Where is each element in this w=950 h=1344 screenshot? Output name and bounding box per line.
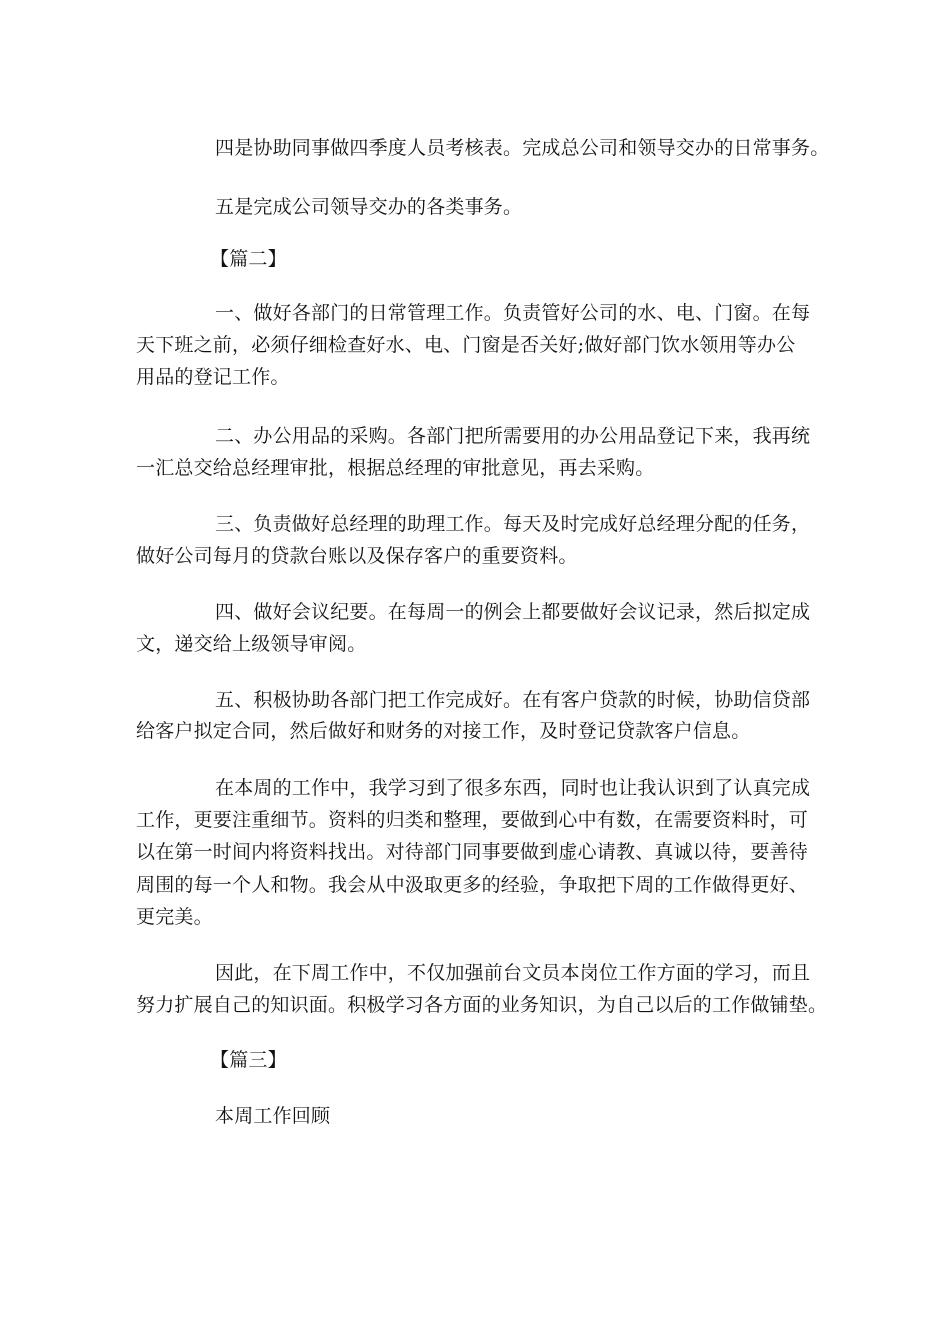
paragraph-line: 本周工作回顾 <box>215 1105 331 1127</box>
paragraph-line: 五是完成公司领导交办的各类事务。 <box>215 196 523 218</box>
paragraph-line: 二、办公用品的采购。各部门把所需要用的办公用品登记下来，我再统 <box>215 425 811 447</box>
paragraph-line: 天下班之前，必须仔细检查好水、电、门窗是否关好;做好部门饮水领用等办公 <box>136 334 796 356</box>
paragraph-line: 用品的登记工作。 <box>136 366 290 388</box>
paragraph-line: 努力扩展自己的知识面。积极学习各方面的业务知识，为自己以后的工作做铺垫。 <box>136 994 828 1016</box>
paragraph-line: 三、负责做好总经理的助理工作。每天及时完成好总经理分配的任务， <box>215 513 811 535</box>
paragraph-line: 在本周的工作中，我学习到了很多东西，同时也让我认识到了认真完成 <box>215 777 811 799</box>
section-heading: 【篇三】 <box>210 1049 287 1071</box>
paragraph-line: 四、做好会议纪要。在每周一的例会上都要做好会议记录，然后拟定成 <box>215 601 811 623</box>
paragraph-line: 工作，更要注重细节。资料的归类和整理，要做到心中有数，在需要资料时，可 <box>136 809 809 831</box>
paragraph-line: 文，递交给上级领导审阅。 <box>136 633 367 655</box>
paragraph-line: 一汇总交给总经理审批，根据总经理的审批意见，再去采购。 <box>136 457 655 479</box>
paragraph-line: 因此，在下周工作中，不仅加强前台文员本岗位工作方面的学习，而且 <box>215 962 811 984</box>
paragraph-line: 给客户拟定合同，然后做好和财务的对接工作，及时登记贷款客户信息。 <box>136 720 751 742</box>
paragraph-line: 五、积极协助各部门把工作完成好。在有客户贷款的时候，协助信贷部 <box>215 689 811 711</box>
paragraph-line: 一、做好各部门的日常管理工作。负责管好公司的水、电、门窗。在每 <box>215 302 811 324</box>
paragraph-line: 四是协助同事做四季度人员考核表。完成总公司和领导交办的日常事务。 <box>215 137 830 159</box>
paragraph-line: 以在第一时间内将资料找出。对待部门同事要做到虚心请教、真诚以待，要善待 <box>136 841 809 863</box>
paragraph-line: 做好公司每月的贷款台账以及保存客户的重要资料。 <box>136 545 578 567</box>
section-heading: 【篇二】 <box>210 248 287 270</box>
paragraph-line: 周围的每一个人和物。我会从中汲取更多的经验，争取把下周的工作做得更好、 <box>136 874 809 896</box>
paragraph-line: 更完美。 <box>136 906 213 928</box>
